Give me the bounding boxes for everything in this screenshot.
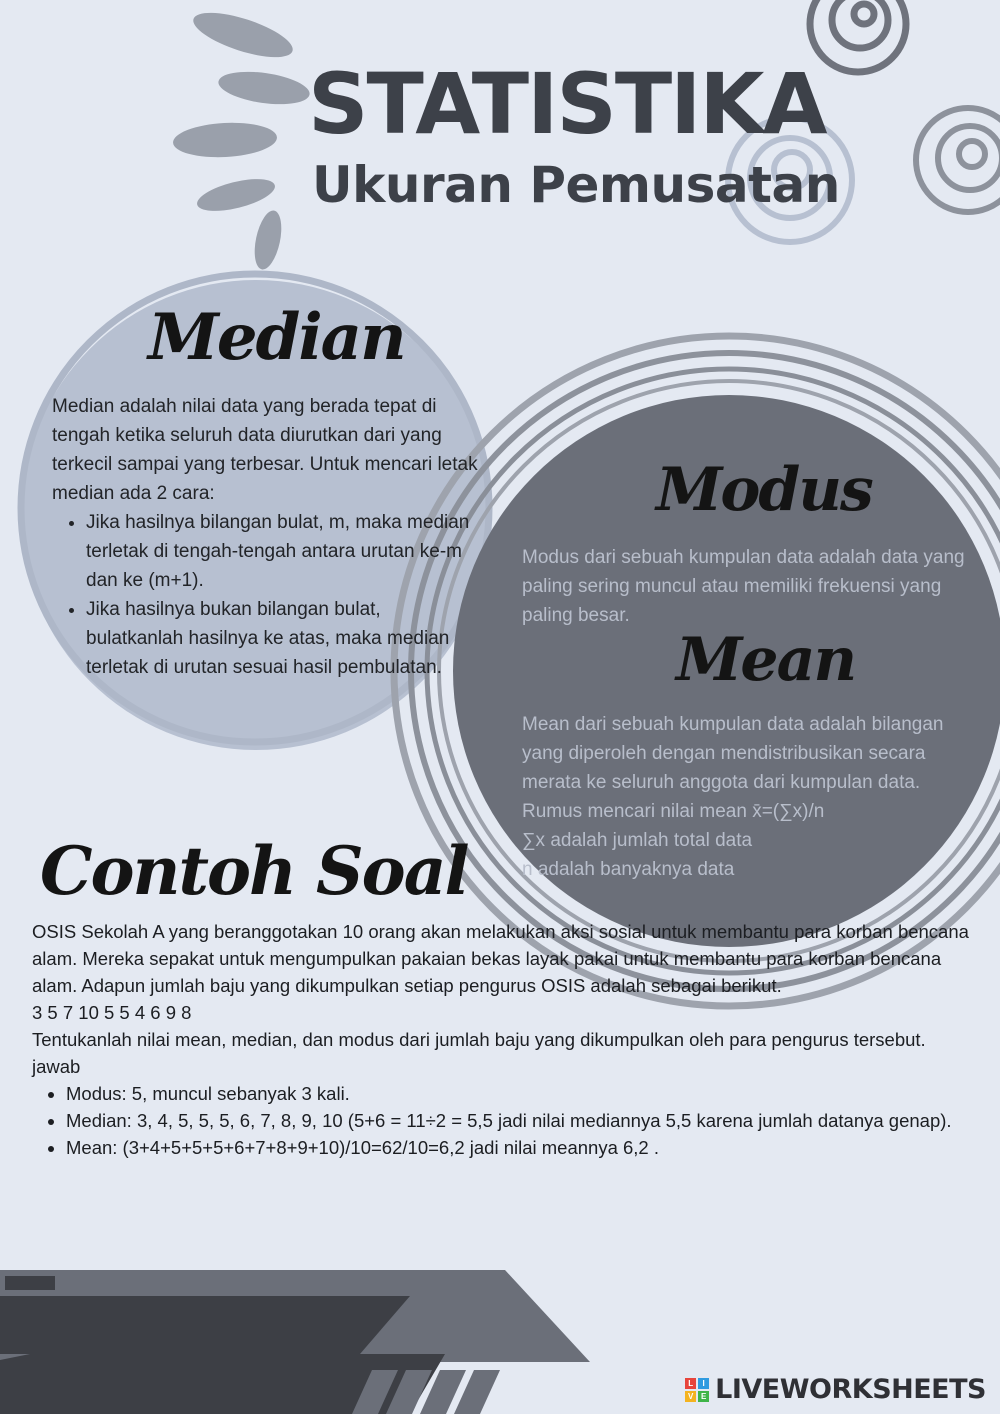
bottom-stripes	[0, 1270, 590, 1414]
median-intro: Median adalah nilai data yang berada tepat di tengah ketika seluruh data diurutkan dari yang terkecil sampai yang terbesar. Untuk mencari letak median ada 2 cara:	[52, 396, 478, 504]
brand-icon-tile: L	[685, 1378, 696, 1389]
mean-section	[522, 710, 992, 884]
modus-body: Modus dari sebuah kumpulan data adalah data yang paling sering muncul atau memiliki frekuensi yang paling besar.	[522, 547, 965, 626]
example-section	[32, 918, 972, 1161]
example-question: Tentukanlah nilai mean, median, dan modus dari jumlah baju yang dikumpulkan oleh para pengurus tersebut.	[32, 1029, 926, 1050]
median-rule: • Jika hasilnya bukan bilangan bulat, bulatkanlah hasilnya ke atas, maka median terletak di urutan sesuai hasil pembulatan.	[86, 595, 482, 682]
brand-icon-tile: E	[698, 1391, 709, 1402]
answer-item: • Modus: 5, muncul sebanyak 3 kali.	[66, 1080, 972, 1107]
answer-item: • Mean: (3+4+5+5+5+6+7+8+9+10)/10=62/10=6,2 jadi nilai meannya 6,2 .	[66, 1134, 972, 1161]
mean-line: Mean dari sebuah kumpulan data adalah bilangan	[522, 714, 944, 735]
answer-item: • Median: 3, 4, 5, 5, 5, 6, 7, 8, 9, 10 (5+6 = 11÷2 = 5,5 jadi nilai mediannya 5,5 karena jumlah datanya genap).	[66, 1107, 972, 1134]
mean-line: n adalah banyaknya data	[522, 859, 735, 880]
brush-strokes	[172, 4, 311, 272]
brand-name: LIVEWORKSHEETS	[715, 1374, 986, 1405]
median-rule: • Jika hasilnya bilangan bulat, m, maka median terletak di tengah-tengah antara urutan ke-m dan ke (m+1).	[86, 508, 482, 595]
modus-heading: Modus	[656, 455, 872, 525]
median-rules-list	[52, 508, 482, 682]
page-subtitle: Ukuran Pemusatan	[312, 156, 840, 214]
mean-line: ∑x adalah jumlah total data	[522, 830, 753, 851]
example-problem: OSIS Sekolah A yang beranggotakan 10 orang akan melakukan aksi sosial untuk membantu para korban bencana alam. Mereka sepakat untuk mengumpulkan pakaian bekas layak pakai untuk membantu para korban bencana alam. Adapun jumlah baju yang dikumpulkan setiap pengurus OSIS adalah sebagai berikut.	[32, 921, 969, 996]
example-heading: Contoh Soal	[40, 832, 468, 910]
page-title: STATISTIKA	[308, 55, 826, 153]
median-heading: Median	[148, 300, 405, 375]
mean-formula: Rumus mencari nilai mean x̄=(∑x)/n	[522, 801, 825, 822]
brand-icon	[685, 1378, 709, 1402]
brand-icon-tile: V	[685, 1391, 696, 1402]
mean-line: yang diperoleh dengan mendistribusikan secara	[522, 743, 926, 764]
example-data: 3 5 7 10 5 5 4 6 9 8	[32, 1002, 192, 1023]
brand-logo	[685, 1374, 986, 1405]
spiral-right	[916, 108, 1000, 212]
example-answer-label: jawab	[32, 1056, 81, 1077]
brand-icon-tile: I	[698, 1378, 709, 1389]
median-section	[52, 392, 482, 682]
example-answers-list	[32, 1080, 972, 1161]
mean-line: merata ke seluruh anggota dari kumpulan data.	[522, 772, 921, 793]
mean-heading: Mean	[676, 625, 856, 695]
